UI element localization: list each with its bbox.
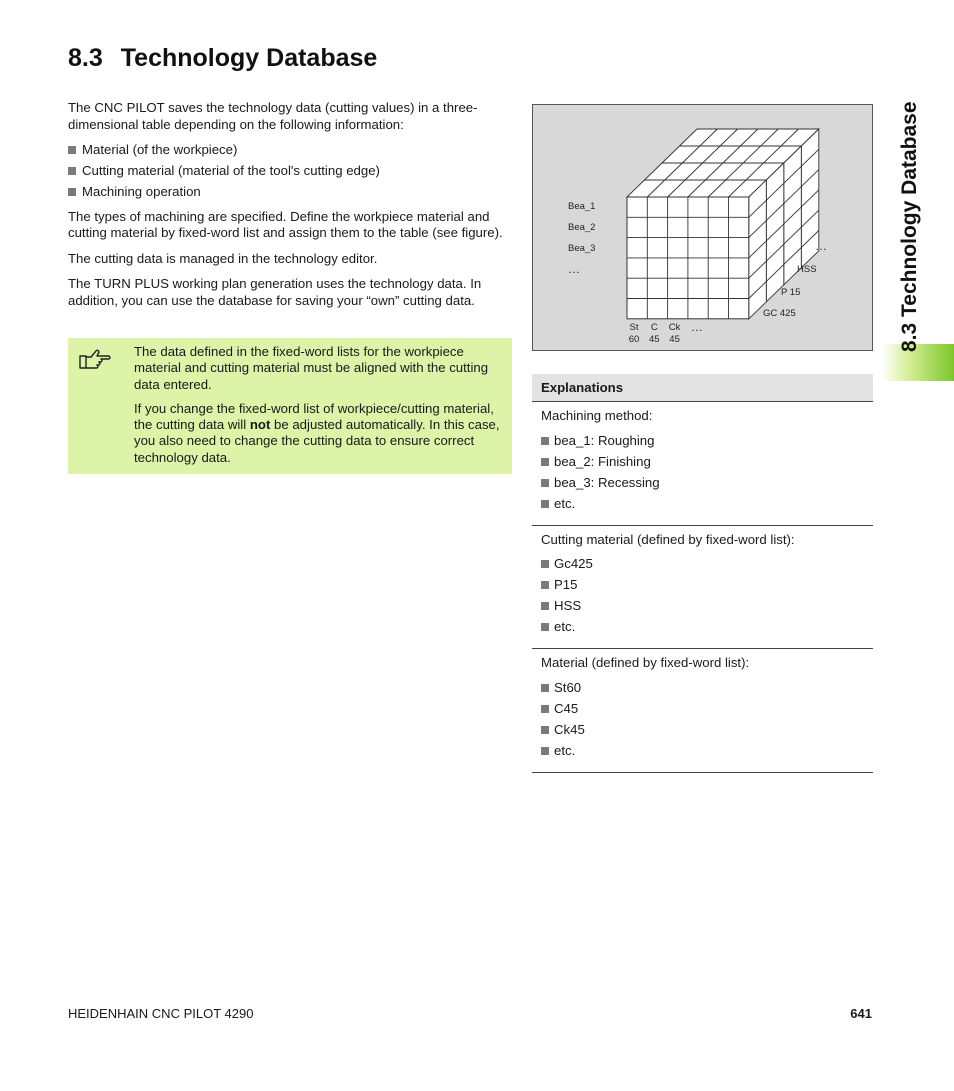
explanations-table xyxy=(532,374,873,773)
bullet-square-icon xyxy=(541,500,549,508)
column-label: C xyxy=(650,322,658,333)
bullet-square-icon xyxy=(541,684,549,692)
depth-label: … xyxy=(815,239,827,253)
bullet-square-icon xyxy=(541,623,549,631)
side-tab-label: 8.3 Technology Database xyxy=(898,101,921,352)
page-title xyxy=(68,44,377,73)
note-box xyxy=(68,338,512,474)
note-paragraph-1: The data defined in the fixed-word lists for the workpiece material and cutting material must be aligned with the cutting data entered. xyxy=(134,344,489,392)
list-item: HSS xyxy=(541,598,873,615)
intro-paragraph: The CNC PILOT saves the technology data (cutting values) in a three-dimensional table depending on the following information: xyxy=(68,100,478,132)
list-item: Ck45 xyxy=(541,722,873,739)
footer-manual-name: HEIDENHAIN CNC PILOT 4290 xyxy=(68,1006,254,1021)
column-label: 60 xyxy=(628,334,640,345)
note-paragraph-2: If you change the fixed-word list of workpiece/cutting material, the cutting data will not be adjusted automatically. In this case, you also need to change the cutting data to ensure correct technology data. xyxy=(134,400,500,465)
bullet-square-icon xyxy=(541,726,549,734)
list-item: St60 xyxy=(541,680,873,697)
column-label: St xyxy=(629,322,639,333)
bullet-square-icon xyxy=(68,188,76,196)
list-item: Material (of the workpiece) xyxy=(68,142,514,159)
bullet-square-icon xyxy=(541,747,549,755)
bullet-square-icon xyxy=(541,560,549,568)
depth-label: P 15 xyxy=(781,287,801,298)
row-label: … xyxy=(568,262,580,276)
bullet-square-icon xyxy=(541,602,549,610)
list-item: Gc425 xyxy=(541,556,873,573)
bullet-square-icon xyxy=(541,458,549,466)
pointing-hand-icon xyxy=(78,346,112,372)
depth-label: GC 425 xyxy=(763,308,796,319)
section-number: 8.3 xyxy=(68,44,103,72)
bullet-square-icon xyxy=(68,146,76,154)
column-label: Ck xyxy=(668,322,681,333)
page-number: 641 xyxy=(850,1006,872,1021)
editor-paragraph: The cutting data is managed in the technology editor. xyxy=(68,250,378,266)
bullet-square-icon xyxy=(541,437,549,445)
explanation-section xyxy=(532,402,873,526)
emphasis-not: not xyxy=(249,417,271,433)
list-item: bea_2: Finishing xyxy=(541,454,873,471)
explanation-label: Machining method: xyxy=(541,408,653,423)
explanation-section xyxy=(532,526,873,650)
row-label: Bea_3 xyxy=(568,243,596,254)
row-label: Bea_2 xyxy=(568,222,596,233)
column-label: 45 xyxy=(649,334,660,345)
explanations-header: Explanations xyxy=(532,374,873,402)
turnplus-paragraph: The TURN PLUS working plan generation uses the technology data. In addition, you can use the database for saving your “own” cutting data. xyxy=(68,276,482,308)
bullet-square-icon xyxy=(541,581,549,589)
technology-table-figure xyxy=(532,104,873,351)
explanation-list xyxy=(541,556,873,636)
bullet-square-icon xyxy=(68,167,76,175)
section-title: Technology Database xyxy=(120,44,378,72)
list-item: Cutting material (material of the tool's cutting edge) xyxy=(68,163,514,180)
list-item: bea_3: Recessing xyxy=(541,475,873,492)
explanation-section xyxy=(532,649,873,773)
explanation-label: Material (defined by fixed-word list): xyxy=(541,655,750,670)
list-item: C45 xyxy=(541,701,873,718)
types-paragraph: The types of machining are specified. Define the workpiece material and cutting material by fixed-word list and assign them to the table (see figure). xyxy=(68,208,503,240)
list-item: etc. xyxy=(541,743,873,760)
cube-diagram xyxy=(533,105,872,350)
list-item: etc. xyxy=(541,619,873,636)
info-list xyxy=(68,142,514,201)
column-more-label: … xyxy=(690,320,703,334)
depth-label: HSS xyxy=(797,264,817,275)
explanation-list xyxy=(541,680,873,760)
row-label: Bea_1 xyxy=(568,201,596,212)
bullet-square-icon xyxy=(541,479,549,487)
list-item: P15 xyxy=(541,577,873,594)
column-label: 45 xyxy=(669,334,680,345)
list-item: Machining operation xyxy=(68,184,514,201)
explanation-label: Cutting material (defined by fixed-word list): xyxy=(541,531,795,547)
list-item: bea_1: Roughing xyxy=(541,433,873,450)
bullet-square-icon xyxy=(541,705,549,713)
body-text xyxy=(68,100,514,318)
list-item: etc. xyxy=(541,496,873,513)
explanation-list xyxy=(541,433,873,513)
